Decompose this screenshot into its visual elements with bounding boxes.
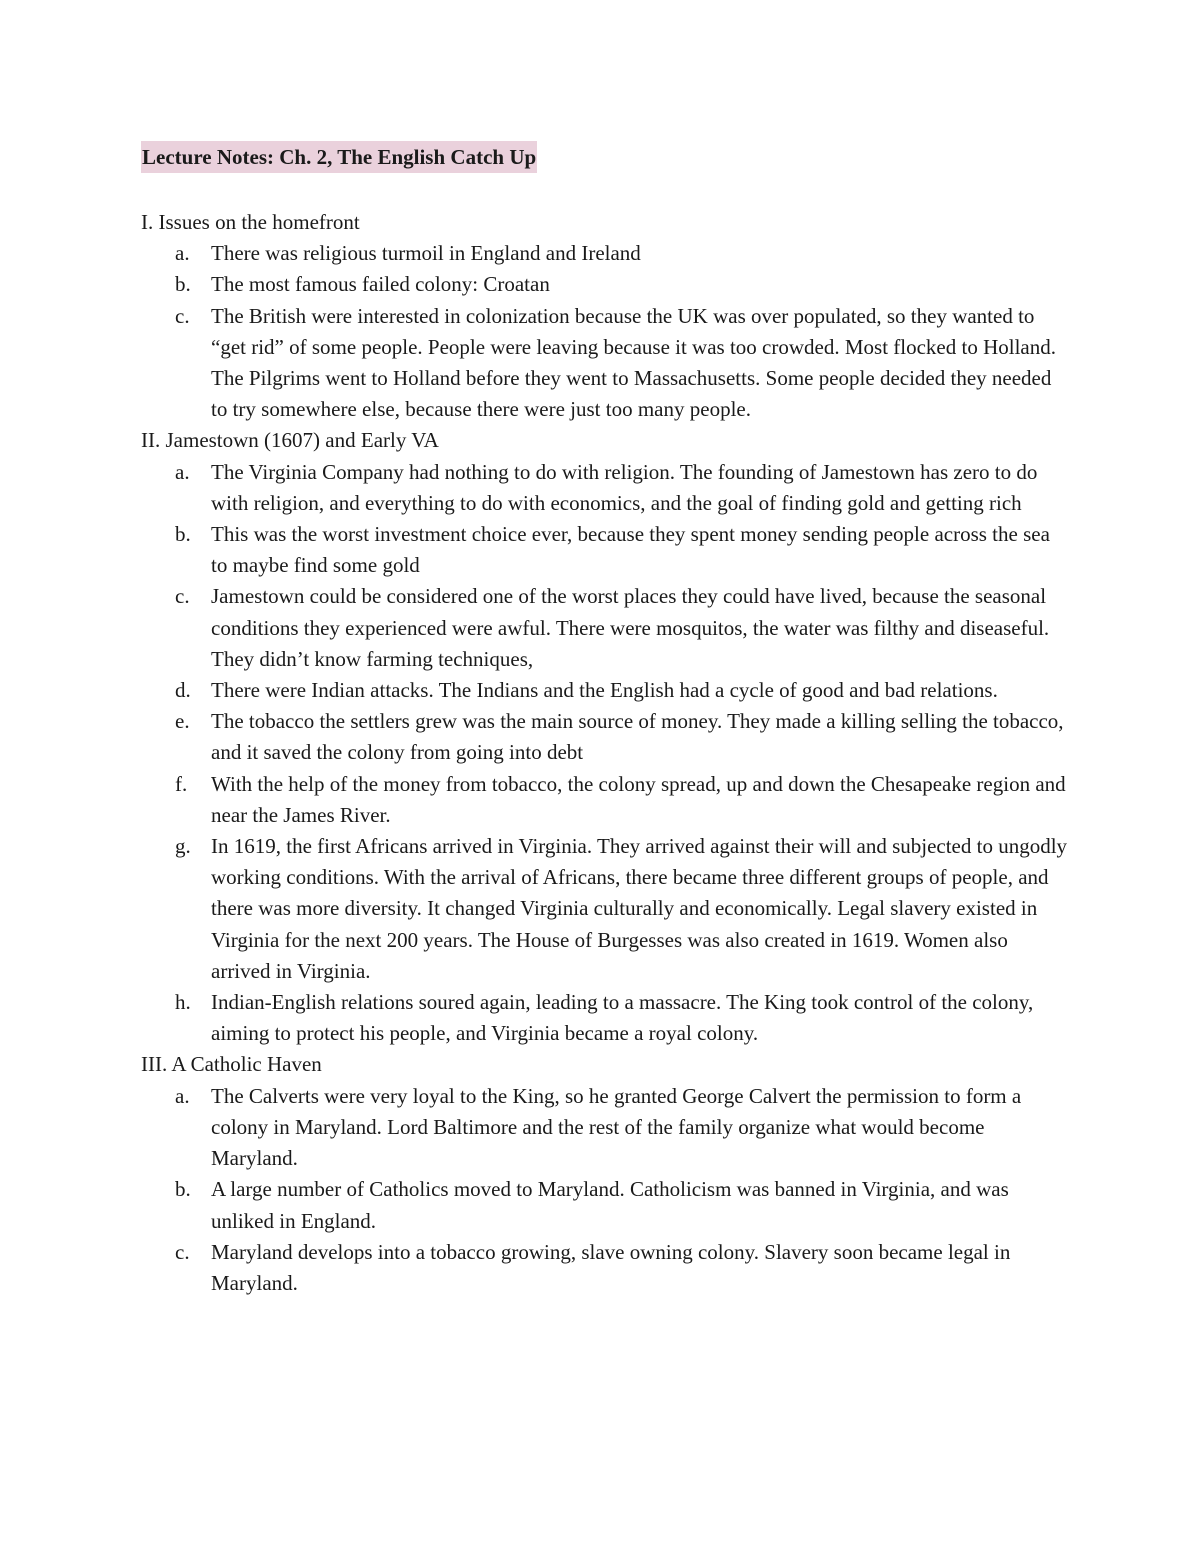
list-marker: b. [175,272,191,297]
list-item-text: The Virginia Company had nothing to do with religion. The founding of Jamestown has zero to do with religion, and everything to do with economics, and the goal of finding gold and getting rich [211,459,1038,515]
list-marker: e. [175,709,190,734]
list-marker: a. [175,1083,190,1108]
list-marker: b. [175,1177,191,1202]
list-item [141,1174,1071,1236]
list-item [141,1081,1071,1175]
list-item-text: This was the worst investment choice ever, because they spent money sending people across the sea to maybe find some gold [211,522,1050,578]
list-item-text: Maryland develops into a tobacco growing, slave owning colony. Slavery soon became legal in Maryland. [211,1239,1011,1295]
list-marker: c. [175,584,190,609]
section-item-list [141,457,1071,1050]
section-item-list [141,1081,1071,1299]
list-item [141,301,1071,426]
document-title: Lecture Notes: Ch. 2, The English Catch Up [141,141,537,173]
list-item-text: A large number of Catholics moved to Maryland. Catholicism was banned in Virginia, and was unliked in England. [211,1177,1009,1233]
list-marker: a. [175,241,190,266]
section-jamestown [141,425,1071,1049]
list-item-text: The Calverts were very loyal to the King, so he granted George Calvert the permission to form a colony in Maryland. Lord Baltimore and the rest of the family organize what would become Maryland. [211,1083,1022,1171]
list-marker: b. [175,522,191,547]
list-marker: g. [175,834,191,859]
list-item-text: There were Indian attacks. The Indians and the English had a cycle of good and bad relations. [211,678,998,703]
section-catholic-haven [141,1049,1071,1299]
list-item-text: With the help of the money from tobacco, the colony spread, up and down the Chesapeake region and near the James River. [211,771,1066,827]
section-heading: III. A Catholic Haven [141,1052,322,1077]
document-page [141,141,1071,1299]
list-item [141,675,1071,706]
list-marker: c. [175,303,190,328]
list-marker: f. [175,771,188,796]
list-item-text: In 1619, the first Africans arrived in Virginia. They arrived against their will and subjected to ungodly working conditions. With the arrival of Africans, there became three different groups of people, and there was more diversity. It changed Virginia culturally and economically. Legal slavery existed in Virginia for the next 200 years. The House of Burgesses was also created in 1619. Women also arrived in Virginia. [211,834,1068,983]
list-item [141,581,1071,675]
list-marker: h. [175,990,191,1015]
section-heading: II. Jamestown (1607) and Early VA [141,428,439,453]
list-item [141,457,1071,519]
list-item-text: The tobacco the settlers grew was the main source of money. They made a killing selling the tobacco, and it saved the colony from going into debt [211,709,1064,765]
list-item [141,831,1071,987]
list-item [141,269,1071,300]
section-heading: I. Issues on the homefront [141,210,360,234]
list-item-text: There was religious turmoil in England and Ireland [211,241,641,266]
list-item [141,238,1071,269]
section-issues-homefront [141,207,1071,425]
list-item-text: Jamestown could be considered one of the worst places they could have lived, because the seasonal conditions they experienced were awful. There were mosquitos, the water was filthy and diseaseful. They didn’t know farming techniques, [211,584,1050,671]
list-item [141,769,1071,831]
list-item [141,706,1071,768]
section-item-list [141,238,1071,425]
list-marker: a. [175,459,190,484]
list-item [141,1237,1071,1299]
list-item-text: The most famous failed colony: Croatan [211,272,550,297]
list-marker: d. [175,678,191,703]
list-item-text: Indian-English relations soured again, leading to a massacre. The King took control of the colony, aiming to protect his people, and Virginia became a royal colony. [211,990,1034,1046]
list-marker: c. [175,1239,190,1264]
list-item [141,519,1071,581]
title-line [141,141,1071,173]
list-item-text: The British were interested in colonization because the UK was over populated, so they wanted to “get rid” of some people. People were leaving because it was too crowded. Most flocked to Holland. The Pilgrims went to Holland before they went to Massachusetts. Some people decided they needed to try somewhere else, because there were just too many people. [211,303,1056,422]
list-item [141,987,1071,1049]
